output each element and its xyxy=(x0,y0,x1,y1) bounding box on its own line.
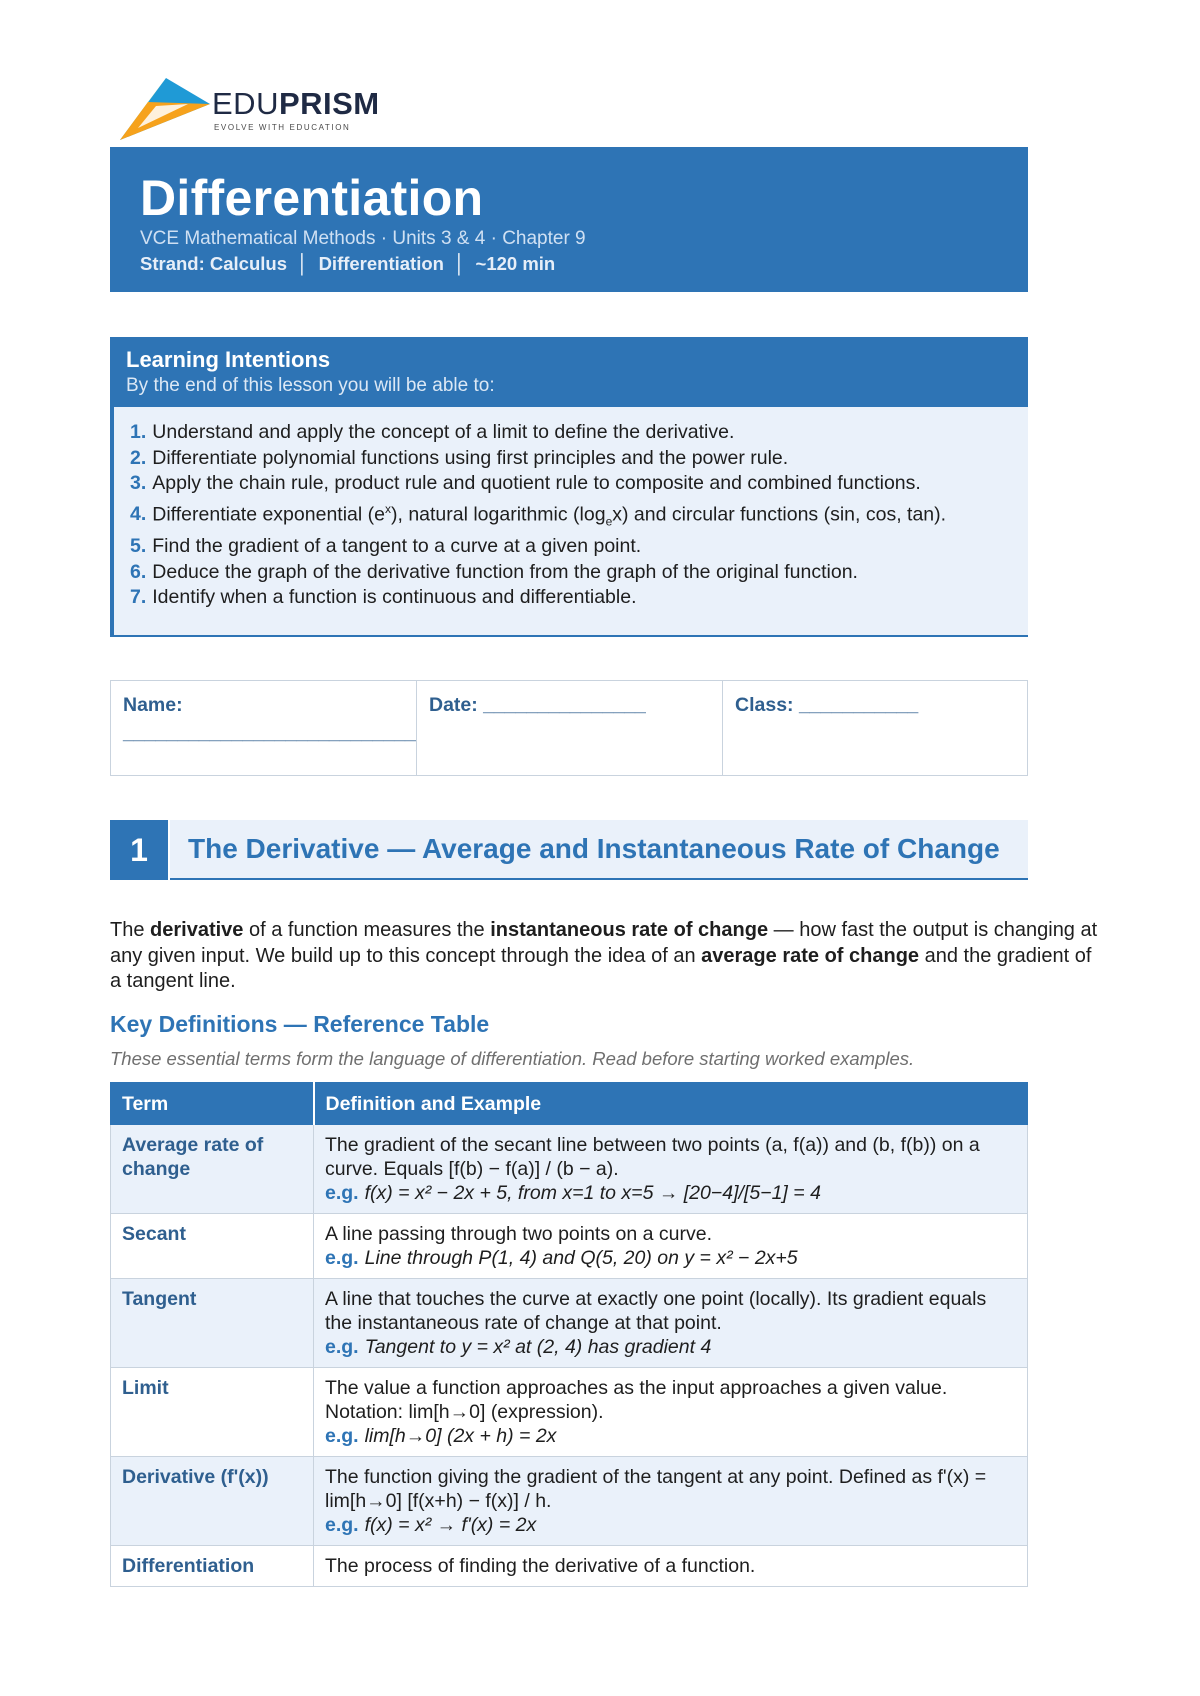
prism-logo-icon xyxy=(118,76,210,142)
learning-intentions-header xyxy=(110,337,1028,407)
class-field[interactable]: Class: ___________ xyxy=(735,694,919,716)
logo-wordmark: EDUPRISM xyxy=(212,86,380,121)
lesson-subtitle: VCE Mathematical Methods · Units 3 & 4 · Chapter 9 xyxy=(140,228,586,249)
column-header-definition: Definition and Example xyxy=(314,1083,1028,1125)
learning-intentions-body xyxy=(110,407,1028,637)
name-field[interactable]: Name: ___________________________ xyxy=(111,681,417,775)
lesson-title: Differentiation xyxy=(140,170,484,226)
term-cell: Limit xyxy=(111,1368,314,1457)
section-title: The Derivative — Average and Instantaneous Rate of Change xyxy=(188,833,1000,864)
term-cell: Derivative (f'(x)) xyxy=(111,1457,314,1546)
list-item: 6. Deduce the graph of the derivative function from the graph of the original function. xyxy=(130,560,858,583)
lesson-header-banner xyxy=(110,147,1028,292)
list-item: 1. Understand and apply the concept of a limit to define the derivative. xyxy=(130,421,735,443)
logo-tagline: EVOLVE WITH EDUCATION xyxy=(214,123,351,132)
learning-intentions-subtitle: By the end of this lesson you will be able to: xyxy=(126,375,495,396)
definition-cell: The gradient of the secant line between two points (a, f(a)) and (b, f(b)) on a curve. Equals [f(b) − f(a)] / (b − a). e.g. f(x) = x² − 2x + 5, from x=1 to x=5 → [20−4]/[5−1] = 4 xyxy=(314,1125,1028,1214)
section-heading xyxy=(110,820,1028,880)
table-row xyxy=(111,1546,1028,1587)
strand-label: Strand: Calculus xyxy=(140,253,287,274)
lesson-meta: Strand: Calculus │ Differentiation │ ~120 min xyxy=(140,253,556,274)
definition-cell: A line that touches the curve at exactly one point (locally). Its gradient equals the instantaneous rate of change at that point. e.g. Tangent to y = x² at (2, 4) has gradient 4 xyxy=(314,1279,1028,1368)
list-item: 5. Find the gradient of a tangent to a curve at a given point. xyxy=(130,535,642,558)
section-title-bar xyxy=(170,820,1028,880)
learning-intentions-title: Learning Intentions xyxy=(126,347,331,372)
term-cell: Secant xyxy=(111,1214,314,1279)
table-header-row xyxy=(111,1083,1028,1125)
section-number: 1 xyxy=(110,820,168,880)
eduprism-logo xyxy=(118,76,418,142)
definition-cell: The function giving the gradient of the tangent at any point. Defined as f'(x) = lim[h→0] [f(x+h) − f(x)] / h. e.g. f(x) = x² → f'(x) = 2x xyxy=(314,1457,1028,1546)
table-row xyxy=(111,1214,1028,1279)
term-cell: Differentiation xyxy=(111,1546,314,1587)
definition-cell: The value a function approaches as the input approaches a given value. Notation: lim[h→0] (expression). e.g. lim[h→0] (2x + h) = 2x xyxy=(314,1368,1028,1457)
column-header-term: Term xyxy=(111,1083,314,1125)
date-field[interactable]: Date: _______________ xyxy=(417,681,723,775)
list-item: 4. Differentiate exponential $(e^x)$, natural logarithmic $(\log_ex)$ and circular functions (sin, cos, tan). xyxy=(130,501,947,528)
term-cell: Average rate of change xyxy=(111,1125,314,1214)
list-item: 3. Apply the chain rule, product rule and quotient rule to composite and combined functions. xyxy=(130,472,921,494)
term-cell: Tangent xyxy=(111,1279,314,1368)
key-definitions-title: Key Definitions — Reference Table xyxy=(110,1011,490,1037)
list-item: 2. Differentiate polynomial functions using first principles and the power rule. xyxy=(130,446,789,469)
intro-paragraph: The derivative of a function measures the instantaneous rate of change — how fast the output is changing at any given input. We build up to this concept through the idea of an average rate of change and the gradient of a tangent line. xyxy=(110,919,1098,992)
definition-cell: A line passing through two points on a curve. e.g. Line through P(1, 4) and Q(5, 20) on y = x² − 2x+5 xyxy=(314,1214,1028,1279)
key-definitions-table xyxy=(110,1082,1028,1587)
table-row xyxy=(111,1457,1028,1546)
topic-label: Differentiation xyxy=(318,253,444,274)
definition-cell: The process of finding the derivative of a function. xyxy=(314,1546,1028,1587)
list-item: 7. Identify when a function is continuous and differentiable. xyxy=(130,586,637,609)
table-row xyxy=(111,1368,1028,1457)
learning-intentions-box xyxy=(110,337,1028,637)
duration-label: ~120 min xyxy=(475,253,556,274)
table-row xyxy=(111,1279,1028,1368)
table-row xyxy=(111,1125,1028,1214)
student-info-table xyxy=(110,680,1028,776)
key-definitions-subtitle: These essential terms form the language of differentiation. Read before starting worked examples. xyxy=(110,1048,915,1069)
learning-intentions-list xyxy=(130,420,1020,611)
